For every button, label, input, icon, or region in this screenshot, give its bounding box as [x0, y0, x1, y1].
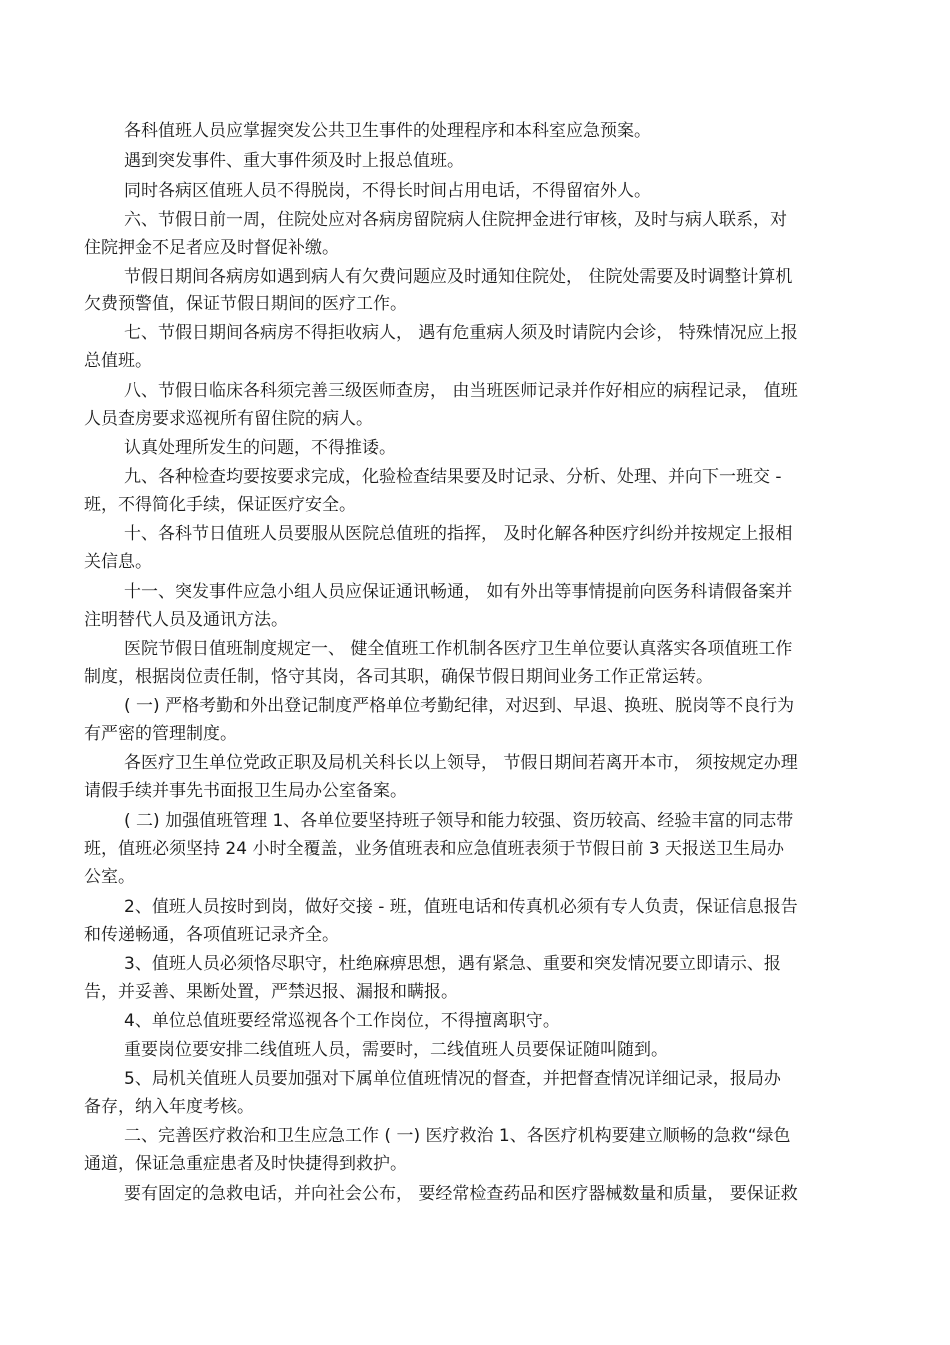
- text-line: 备存，纳入年度考核。: [84, 1097, 254, 1117]
- text-line: 3、值班人员必须恪尽职守，杜绝麻痹思想，遇有紧急、重要和突发情况要立即请示、报: [124, 954, 781, 974]
- text-line: 告，并妥善、果断处置，严禁迟报、漏报和瞒报。: [84, 982, 458, 1002]
- text-line: 重要岗位要安排二线值班人员，需要时，二线值班人员要保证随叫随到。: [124, 1040, 668, 1060]
- text-line: 十一、突发事件应急小组人员应保证通讯畅通， 如有外出等事情提前向医务科请假备案并: [124, 582, 793, 602]
- text-line: 各科值班人员应掌握突发公共卫生事件的处理程序和本科室应急预案。: [124, 121, 651, 141]
- text-line: 人员查房要求巡视所有留住院的病人。: [84, 409, 373, 429]
- text-line: 2、值班人员按时到岗，做好交接 - 班，值班电话和传真机必须有专人负责，保证信息报告: [124, 897, 798, 917]
- text-line: 注明替代人员及通讯方法。: [84, 610, 288, 630]
- text-line: ( 一) 严格考勤和外出登记制度严格单位考勤纪律，对迟到、早退、换班、脱岗等不良行为: [124, 696, 795, 716]
- text-line: 节假日期间各病房如遇到病人有欠费问题应及时通知住院处， 住院处需要及时调整计算机: [124, 267, 793, 287]
- text-line: 公室。: [84, 867, 135, 887]
- text-line: 关信息。: [84, 552, 152, 572]
- text-line: 班，值班必须坚持 24 小时全覆盖，业务值班表和应急值班表须于节假日前 3 天报送卫生局办: [84, 839, 785, 859]
- text-line: 通道，保证急重症患者及时快捷得到救护。: [84, 1154, 407, 1174]
- text-line: 4、单位总值班要经常巡视各个工作岗位，不得擅离职守。: [124, 1011, 560, 1031]
- text-line: 九、各种检查均要按要求完成，化验检查结果要及时记录、分析、处理、并向下一班交 -: [124, 467, 782, 487]
- text-line: 同时各病区值班人员不得脱岗，不得长时间占用电话，不得留宿外人。: [124, 181, 651, 201]
- text-line: 遇到突发事件、重大事件须及时上报总值班。: [124, 151, 464, 171]
- text-line: 班，不得简化手续，保证医疗安全。: [84, 495, 356, 515]
- text-line: 十、各科节日值班人员要服从医院总值班的指挥， 及时化解各种医疗纠纷并按规定上报相: [124, 524, 793, 544]
- text-line: 有严密的管理制度。: [84, 724, 237, 744]
- text-line: 请假手续并事先书面报卫生局办公室备案。: [84, 781, 407, 801]
- text-line: 制度，根据岗位责任制，恪守其岗，各司其职，确保节假日期间业务工作正常运转。: [84, 667, 713, 687]
- text-line: ( 二) 加强值班管理 1、各单位要坚持班子领导和能力较强、资历较高、经验丰富的同志带: [124, 811, 794, 831]
- text-line: 和传递畅通，各项值班记录齐全。: [84, 925, 339, 945]
- text-line: 七、节假日期间各病房不得拒收病人， 遇有危重病人须及时请院内会诊， 特殊情况应上报: [124, 323, 798, 343]
- text-line: 要有固定的急救电话，并向社会公布， 要经常检查药品和医疗器械数量和质量， 要保证救: [124, 1184, 798, 1204]
- text-line: 医院节假日值班制度规定一、 健全值班工作机制各医疗卫生单位要认真落实各项值班工作: [124, 639, 793, 659]
- text-line: 总值班。: [84, 351, 152, 371]
- text-line: 认真处理所发生的问题，不得推诿。: [124, 438, 396, 458]
- text-line: 八、节假日临床各科须完善三级医师查房， 由当班医师记录并作好相应的病程记录， 值班: [124, 381, 798, 401]
- text-line: 各医疗卫生单位党政正职及局机关科长以上领导， 节假日期间若离开本市， 须按规定办理: [124, 753, 798, 773]
- text-line: 住院押金不足者应及时督促补缴。: [84, 238, 339, 258]
- text-line: 5、局机关值班人员要加强对下属单位值班情况的督查，并把督查情况详细记录，报局办: [124, 1069, 781, 1089]
- text-line: 六、节假日前一周，住院处应对各病房留院病人住院押金进行审核，及时与病人联系，对: [124, 210, 787, 230]
- text-line: 二、完善医疗救治和卫生应急工作 ( 一) 医疗救治 1、各医疗机构要建立顺畅的急救“绿色: [124, 1126, 791, 1146]
- text-line: 欠费预警值，保证节假日期间的医疗工作。: [84, 294, 407, 314]
